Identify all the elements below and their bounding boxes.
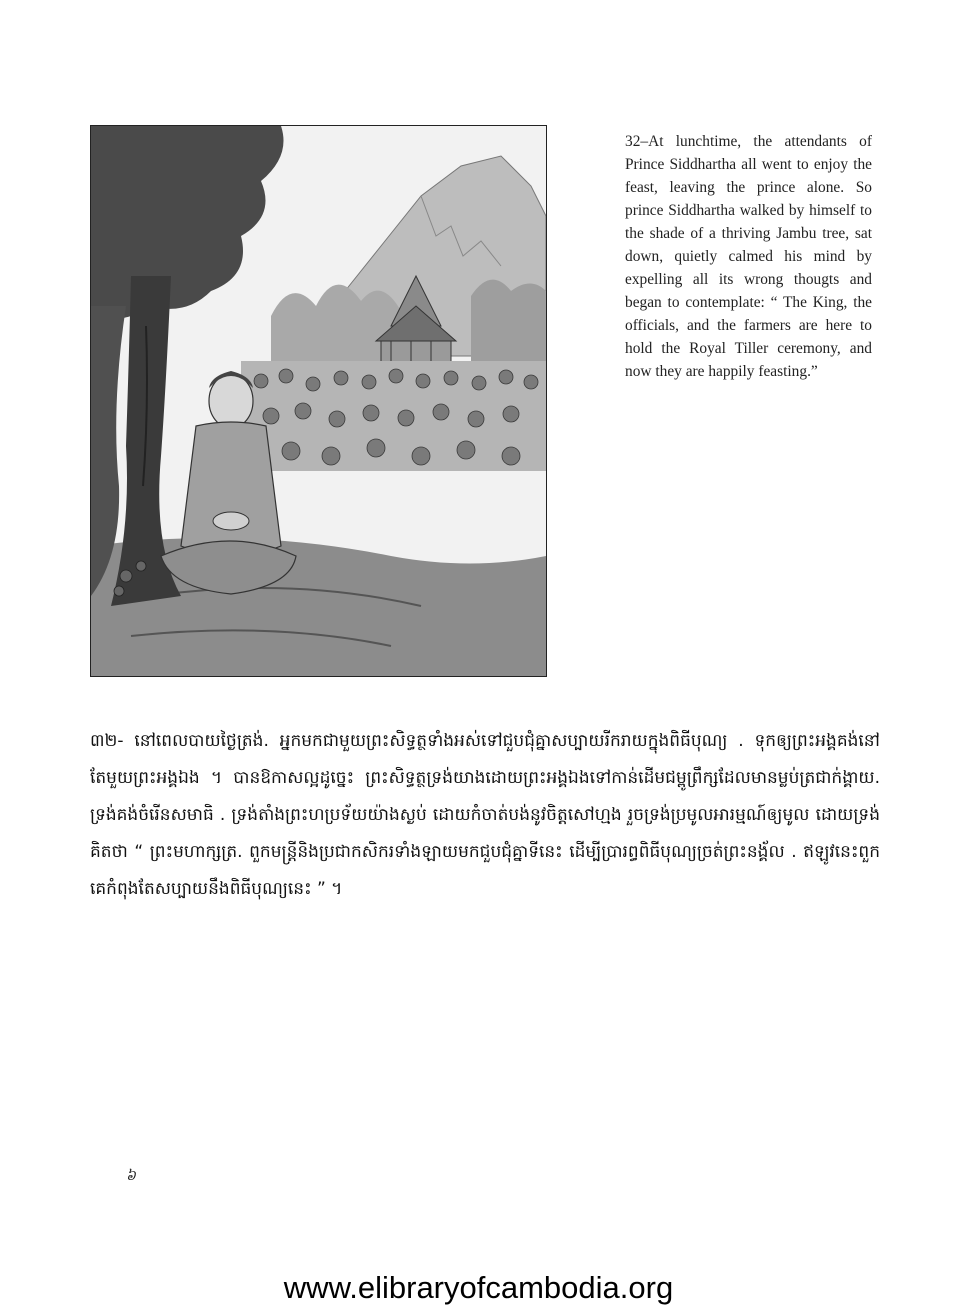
- illustration-drawing: [91, 126, 546, 676]
- page-number: ៦: [126, 1168, 136, 1184]
- caption-text: 32–At lunchtime, the attendants of Prince Siddhartha all went to enjoy the feast, leaving the prince alone. So prince Siddhartha walked by himself to the shade of a thriving Jambu tree, sat down, quietly calmed his mind by expelling all its wrong thougts and began to contemplate: “ The King, the officials, and the farmers are here to hold the Royal Tiller ceremony, and now they are happily feasting.”: [625, 133, 872, 380]
- seated-crowd: [241, 361, 546, 471]
- khmer-paragraph: [90, 723, 880, 908]
- caption: [625, 130, 872, 383]
- khmer-text: ៣២- នៅពេលបាយថ្ងៃត្រង់. អ្នកមកជាមួយព្រះសិទ្ធត្ថទាំងអស់ទៅជួបជុំគ្នាសប្បាយរីករាយក្នុងពិធីបុណ្យ . ទុកឲ្យព្រះអង្គគង់នៅតែមួយព្រះអង្គឯង ។ បានឱកាសល្អដូច្នេះ ព្រះសិទ្ធត្ថទ្រង់យាងដោយព្រះអង្គឯងទៅកាន់ដើមជម្ពូព្រឹក្សដែលមានម្លប់ត្រជាក់ង្គាយ. ទ្រង់គង់ចំរើនសមាធិ . ទ្រង់តាំងព្រះហប្រទ័យយ៉ាងស្ងប់ ដោយកំចាត់បង់នូវចិត្តសៅហ្មង រួចទ្រង់ប្រមូលអារម្មណ៍ឲ្យមូល ដោយទ្រង់គិតថា “ ព្រះមហាក្សត្រ. ពួកមន្ត្រីនិងប្រជាកសិករទាំងឡាយមកជួបជុំគ្នាទីនេះ ដើម្បីប្រារព្ធពិធីបុណ្យច្រត់ព្រះនង្គ័ល . ឥឡូវនេះពួកគេកំពុងតែសប្បាយនឹងពិធីបុណ្យនេះ ” ។: [90, 731, 880, 899]
- illustration: [90, 125, 547, 677]
- footer-url[interactable]: www.elibraryofcambodia.org: [283, 1270, 674, 1305]
